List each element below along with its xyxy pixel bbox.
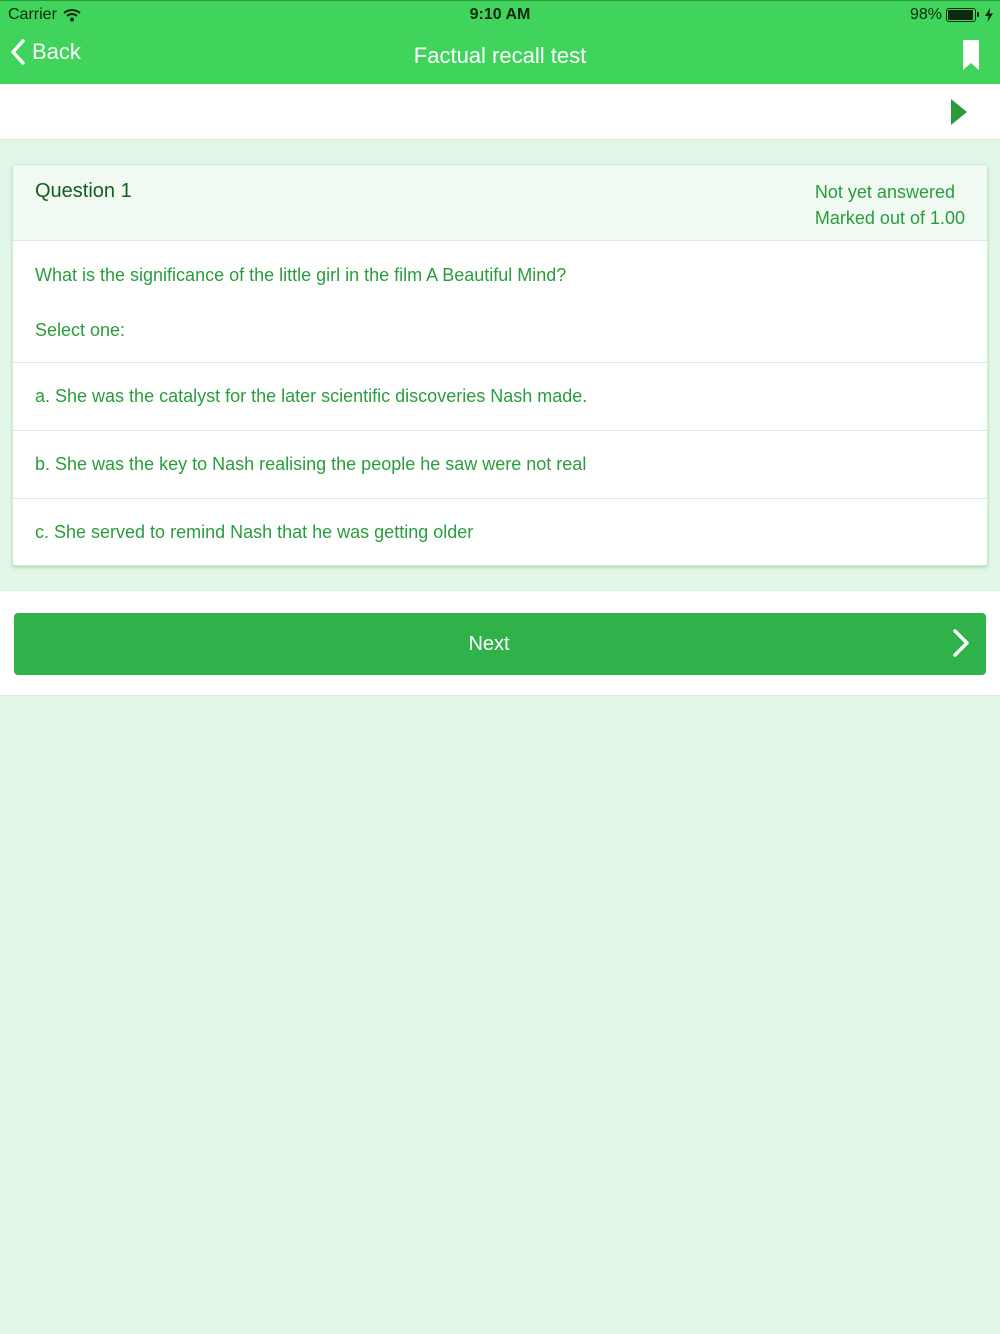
bookmark-icon	[962, 39, 980, 71]
navigation-footer	[0, 590, 1000, 696]
navigation-bar	[0, 29, 1000, 85]
answer-option-label: b. She was the key to Nash realising the people he saw were not real	[35, 454, 587, 474]
question-status	[815, 179, 965, 231]
answer-option-label: c. She served to remind Nash that he was getting older	[35, 522, 474, 542]
question-body	[13, 241, 987, 363]
battery-icon	[946, 8, 976, 22]
charging-bolt-icon	[984, 8, 994, 22]
clock: 9:10 AM	[469, 6, 531, 23]
battery-indicator	[910, 6, 994, 24]
play-icon	[950, 98, 968, 126]
play-button[interactable]	[950, 98, 968, 131]
question-header	[13, 165, 987, 241]
battery-percent: 98%	[909, 6, 942, 23]
toolbar	[0, 84, 1000, 140]
answer-option-b[interactable]	[13, 431, 987, 499]
question-card	[12, 164, 988, 566]
battery-fill	[948, 10, 973, 20]
next-label: Next	[468, 633, 510, 655]
marks-label: Marked out of 1.00	[814, 208, 965, 228]
next-button[interactable]	[14, 613, 986, 675]
back-label: Back	[32, 39, 81, 64]
answer-option-a[interactable]	[13, 363, 987, 431]
question-text: What is the significance of the little girl in the film A Beautiful Mind?	[35, 265, 567, 285]
select-prompt: Select one:	[35, 320, 126, 340]
answer-option-c[interactable]	[13, 499, 987, 567]
page-title: Factual recall test	[413, 43, 587, 68]
question-title: Question 1	[35, 180, 132, 202]
top-bar	[0, 0, 1000, 84]
status-bar	[0, 1, 1000, 29]
chevron-right-icon	[952, 628, 970, 658]
answer-state: Not yet answered	[814, 182, 955, 202]
carrier-label: Carrier	[8, 6, 57, 23]
answer-option-label: a. She was the catalyst for the later scientific discoveries Nash made.	[35, 386, 588, 406]
bookmark-button[interactable]	[962, 39, 980, 76]
